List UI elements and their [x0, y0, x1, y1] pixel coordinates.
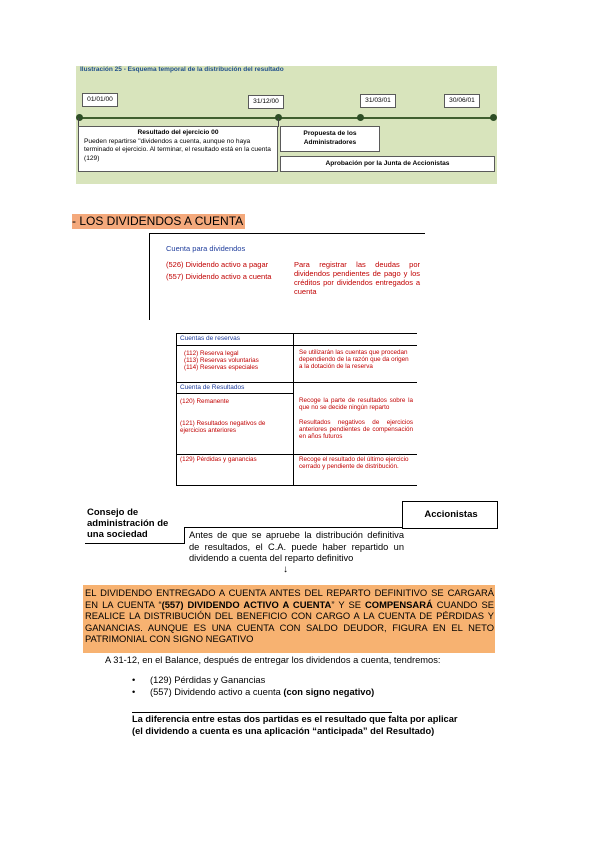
result-box-title: Resultado del ejercicio 00	[137, 129, 219, 136]
account-129-desc: Recoge el resultado del último ejercicio cerrado y pendiente de distribución.	[299, 456, 409, 471]
highlight-segment: ” Y SE	[331, 598, 366, 610]
timeline-proposal-box: Propuesta de los Administradores	[280, 126, 380, 152]
list-item-text: (129) Pérdidas y Ganancias	[150, 675, 266, 685]
reserves-list	[184, 350, 292, 372]
list-item-text: (557) Dividendo activo a cuenta	[150, 686, 284, 697]
shareholders-box	[402, 501, 498, 529]
reserves-heading: Cuentas de reservas	[180, 335, 240, 342]
table-rule	[177, 393, 293, 394]
table-rule	[177, 454, 417, 455]
timeline-date: 31/03/01	[360, 94, 396, 108]
timeline-date: 30/06/01	[444, 94, 480, 108]
account-120-desc: Recoge la parte de resultados sobre la que no se decide ningún reparto	[299, 397, 413, 412]
highlight-account: (557) DIVIDENDO ACTIVO A CUENTA	[161, 598, 332, 610]
table-rule	[177, 382, 417, 383]
account-129: (129) Pérdidas y ganancias	[180, 456, 257, 463]
results-heading: Cuenta de Resultados	[180, 384, 245, 391]
timeline-date: 01/01/00	[82, 93, 118, 107]
bullet-icon: •	[132, 675, 136, 685]
box1-accounts	[166, 259, 294, 283]
timeline-tick	[278, 118, 279, 127]
box1-description: Para registrar las deudas por dividendos pendientes de pago y los créditos por dividendos entregados a cuenta	[294, 260, 420, 296]
section-heading: - LOS DIVIDENDOS A CUENTA	[72, 214, 244, 228]
balance-intro: A 31-12, en el Balance, después de entregar los dividendos a cuenta, tendremos:	[105, 655, 441, 665]
highlight-segment: CUANDO SE REALICE LA DISTRIBUCIÓN DEL BENEFICIO CON CARGO A LA CUENTA DE PÉRDIDAS Y GANANCIAS. AUNQUE ES UNA CUENTA CON SALDO DEUDOR, FIGURA EN EL NETO PATRIMONIAL CON SIGNO NEGATIVO	[85, 598, 494, 645]
divider	[132, 712, 392, 713]
board-label: Consejo de administración de una sociedad	[87, 507, 169, 540]
highlight-keyword: COMPENSARÁ	[365, 598, 433, 610]
account-120: (120) Remanente	[180, 398, 230, 405]
down-arrow-icon: ↓	[283, 564, 288, 575]
list-item	[132, 687, 374, 699]
box1-title: Cuenta para dividendos	[166, 244, 246, 253]
timeline-date: 31/12/00	[248, 95, 284, 109]
bullet-icon: •	[132, 686, 136, 697]
account-121: (121) Resultados negativos de ejercicios anteriores	[180, 420, 266, 435]
shareholders-label: Accionistas	[424, 509, 478, 520]
reserve-row: (114) Reservas especiales	[184, 364, 259, 372]
highlight-segment: EL DIVIDENDO ENTREGADO A CUENTA ANTES DEL REPARTO DEFINITIVO SE CARGARÁ EN LA CUENTA “	[85, 587, 494, 610]
reserve-row: (112) Reserva legal	[184, 350, 239, 357]
timeline-dot	[357, 114, 364, 121]
connector-line	[184, 527, 402, 528]
account-121-desc: Resultados negativos de ejercicios anteriores pendientes de compensación en años futuros	[299, 419, 413, 441]
timeline-caption: Ilustración 25 - Esquema temporal de la distribución del resultado	[80, 66, 284, 73]
table-rule	[177, 485, 417, 486]
list-item	[132, 675, 374, 687]
timeline-diagram	[76, 66, 497, 184]
conclusion-text: La diferencia entre estas dos partidas es el resultado que falta por aplicar (el dividendo a cuenta es una aplicación “anticipada” del Resultado)	[132, 714, 458, 736]
dividend-accounts-box	[149, 233, 425, 320]
timeline-approval-box: Aprobación por la Junta de Accionistas	[280, 156, 495, 172]
timeline-axis	[80, 117, 494, 119]
account-row: (526) Dividendo activo a pagar	[166, 260, 269, 269]
reserves-results-table	[176, 333, 417, 486]
reserve-row: (113) Reservas voluntarias	[184, 357, 259, 365]
account-row: (557) Dividendo activo a cuenta	[166, 272, 272, 281]
result-box-text: Pueden repartirse "dividendos a cuenta, aunque no haya terminado el ejercicio. Al terminar, el resultado está en la cuenta (129)	[84, 137, 271, 162]
reserves-description: Se utilizarán las cuentas que procedan dependiendo de la razón que da origen a la dotación de la reserva	[299, 349, 409, 371]
highlight-note	[83, 585, 495, 653]
balance-list	[132, 675, 374, 698]
table-rule	[177, 345, 417, 346]
timeline-dot	[490, 114, 497, 121]
timeline-result-box	[78, 126, 278, 172]
board-box	[85, 505, 185, 544]
connector-line	[184, 527, 185, 543]
flow-explanation: Antes de que se apruebe la distribución definitiva de resultados, el C.A. puede haber repartido un dividendo a cuenta del reparto definitivo	[189, 530, 404, 563]
table-divider	[293, 334, 294, 486]
highlight-text	[85, 587, 494, 645]
list-item-emphasis: (con signo negativo)	[283, 686, 375, 697]
